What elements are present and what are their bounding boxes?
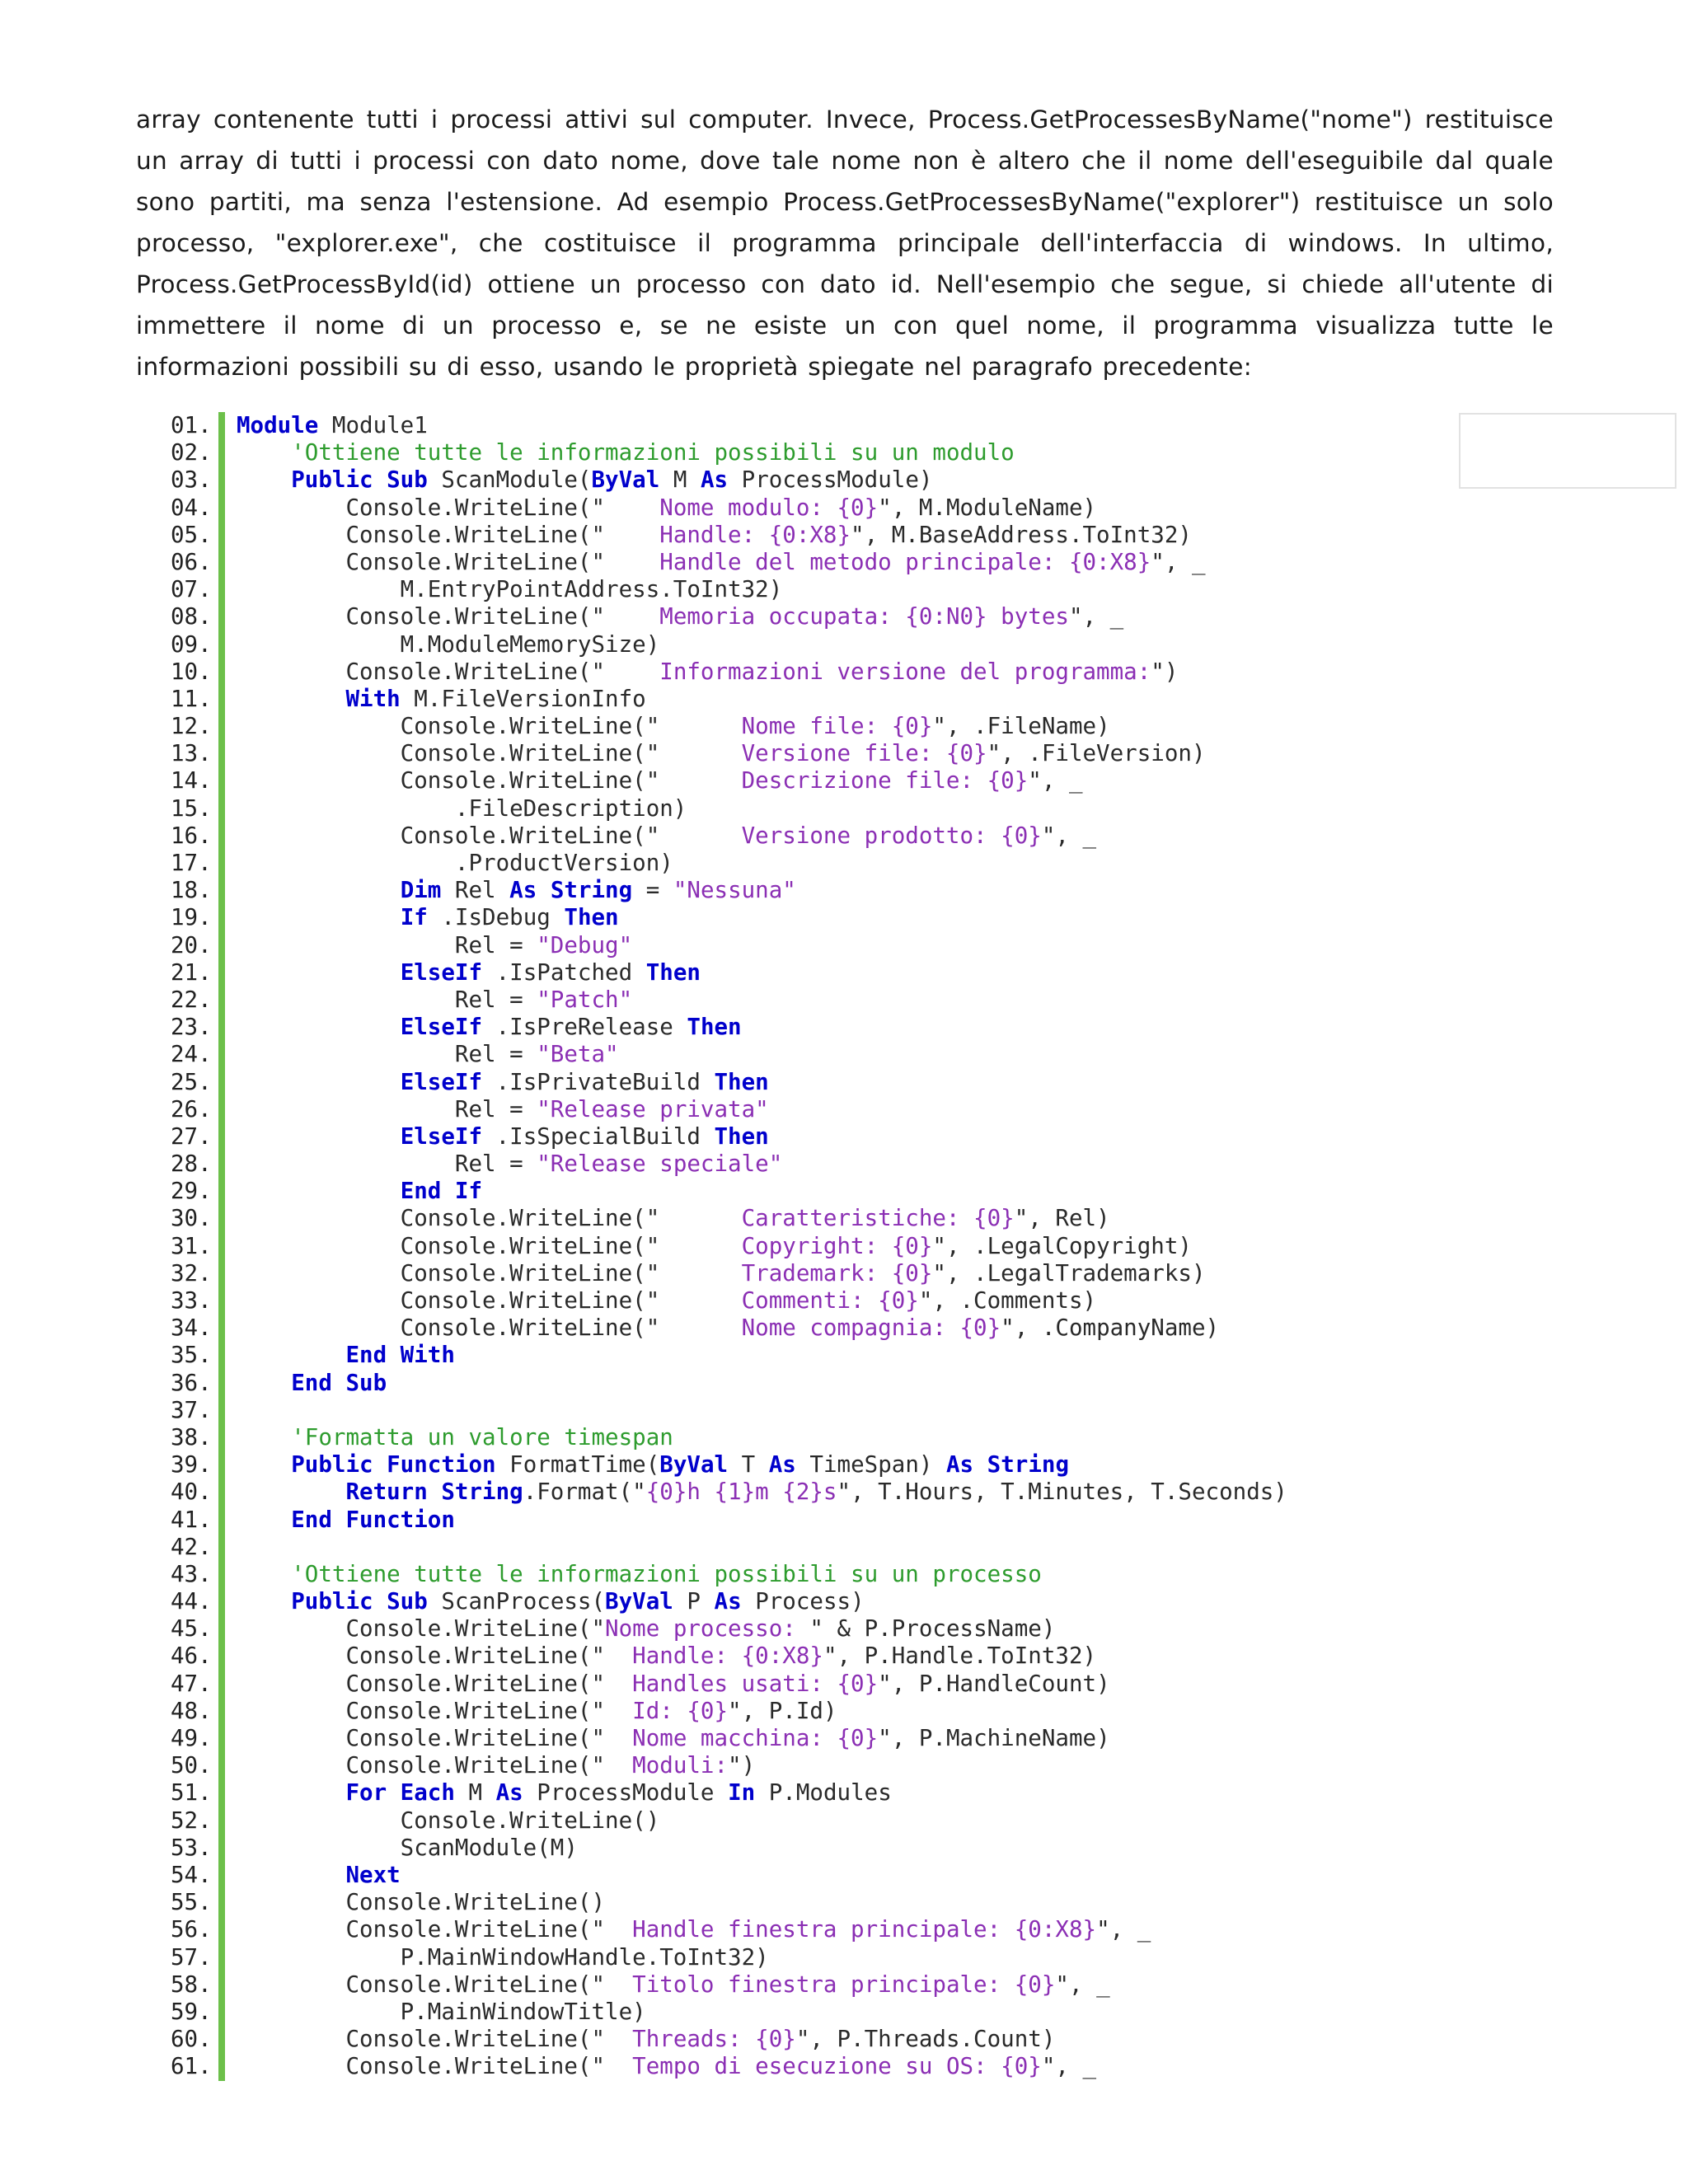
line-number: 12. bbox=[171, 713, 212, 740]
code-string: Titolo finestra principale: {0} bbox=[605, 1971, 1056, 1998]
code-keyword: Dim bbox=[400, 877, 442, 904]
code-string: Id: {0} bbox=[605, 1697, 729, 1724]
code-keyword: With bbox=[345, 685, 401, 712]
line-number: 33. bbox=[171, 1287, 212, 1314]
line-number: 51. bbox=[171, 1779, 212, 1807]
code-keyword: ElseIf bbox=[400, 1122, 483, 1150]
code-text bbox=[237, 877, 796, 904]
code-keyword: As bbox=[495, 1779, 523, 1807]
code-token: Console.WriteLine() bbox=[237, 1889, 606, 1916]
code-keyword: As bbox=[700, 466, 729, 494]
code-token bbox=[237, 1507, 291, 1533]
line-number: 27. bbox=[171, 1122, 212, 1150]
line-number: 58. bbox=[171, 1971, 212, 1998]
intro-paragraph bbox=[136, 99, 1554, 387]
code-token: ", .FileVersion) bbox=[987, 740, 1206, 767]
line-number: 59. bbox=[171, 1998, 212, 2025]
code-string: Caratteristiche: {0} bbox=[659, 1205, 1015, 1232]
line-number: 50. bbox=[171, 1752, 212, 1779]
code-text bbox=[237, 631, 659, 658]
code-text bbox=[237, 1205, 1110, 1232]
code-token: P.MainWindowTitle) bbox=[237, 1998, 646, 2025]
code-text bbox=[237, 1233, 1192, 1260]
code-text bbox=[237, 1944, 769, 1971]
line-number: 49. bbox=[171, 1725, 212, 1751]
code-text bbox=[237, 2026, 1055, 2053]
code-token bbox=[237, 1561, 291, 1587]
code-keyword: In bbox=[728, 1779, 756, 1807]
code-token: .FileDescription) bbox=[237, 794, 687, 822]
code-token: ", _ bbox=[1041, 2053, 1097, 2080]
code-string: Handle finestra principale: {0:X8} bbox=[605, 1916, 1097, 1943]
line-number: 46. bbox=[171, 1643, 212, 1670]
code-token: Console.WriteLine(" bbox=[237, 658, 606, 685]
code-keyword: Next bbox=[345, 1861, 401, 1888]
code-text bbox=[237, 1671, 1110, 1698]
code-text bbox=[237, 1041, 619, 1068]
line-number: 04. bbox=[171, 494, 212, 521]
code-token: Console.WriteLine(" bbox=[237, 1287, 660, 1314]
code-token bbox=[237, 959, 401, 986]
code-token: P.Modules bbox=[755, 1779, 892, 1807]
code-string: Trademark: {0} bbox=[659, 1259, 933, 1286]
code-keyword: Then bbox=[714, 1122, 769, 1150]
code-token: P bbox=[673, 1588, 715, 1615]
code-text bbox=[237, 686, 646, 713]
line-number: 03. bbox=[171, 466, 212, 494]
code-text bbox=[237, 1561, 1042, 1588]
line-number: 61. bbox=[171, 2053, 212, 2080]
line-number: 37. bbox=[171, 1396, 212, 1423]
line-number: 01. bbox=[171, 412, 212, 438]
code-comment: 'Ottiene tutte le informazioni possibili su un processo bbox=[291, 1560, 1042, 1587]
code-token: Console.WriteLine(" bbox=[237, 1259, 660, 1286]
code-string: "Beta" bbox=[537, 1041, 619, 1068]
line-number: 56. bbox=[171, 1916, 212, 1943]
code-keyword: As bbox=[768, 1451, 796, 1479]
code-text bbox=[237, 740, 1206, 767]
code-keyword: If bbox=[400, 904, 428, 931]
line-number: 57. bbox=[171, 1943, 212, 1971]
code-string: Handle del metodo principale: {0:X8} bbox=[605, 548, 1151, 575]
code-token: Console.WriteLine(" bbox=[237, 548, 606, 575]
code-text bbox=[237, 1807, 659, 1835]
code-token: ", .LegalTrademarks) bbox=[932, 1259, 1206, 1286]
code-keyword: Then bbox=[645, 958, 701, 986]
code-string: Moduli: bbox=[605, 1752, 729, 1779]
code-string: Versione prodotto: {0} bbox=[659, 822, 1042, 849]
code-string: Versione file: {0} bbox=[659, 740, 987, 767]
code-token: ", _ bbox=[1096, 1916, 1151, 1943]
code-token: ") bbox=[1151, 658, 1179, 685]
line-number: 45. bbox=[171, 1615, 212, 1643]
code-text bbox=[237, 549, 1206, 576]
code-token: ", P.Id) bbox=[728, 1697, 837, 1724]
code-toolbar-box bbox=[1459, 413, 1676, 489]
code-token: ", P.MachineName) bbox=[878, 1725, 1110, 1751]
line-number: 26. bbox=[171, 1095, 212, 1122]
code-text bbox=[237, 1069, 769, 1096]
line-number: 25. bbox=[171, 1068, 212, 1095]
code-text bbox=[237, 1862, 401, 1889]
code-token: .IsDebug bbox=[427, 904, 565, 931]
code-text bbox=[237, 439, 1015, 466]
code-token: Console.WriteLine(" bbox=[237, 1315, 660, 1342]
code-token: Console.WriteLine(" bbox=[237, 2053, 606, 2080]
code-token: ", P.Handle.ToInt32) bbox=[823, 1643, 1097, 1670]
code-token: M bbox=[454, 1779, 496, 1807]
line-number: 19. bbox=[171, 904, 212, 931]
code-text bbox=[237, 767, 1083, 794]
code-string: Threads: {0} bbox=[605, 2026, 796, 2053]
code-text bbox=[237, 1451, 1069, 1479]
code-text bbox=[237, 576, 782, 603]
line-number: 16. bbox=[171, 822, 212, 849]
code-token: Console.WriteLine(" bbox=[237, 740, 660, 767]
code-token bbox=[237, 1069, 401, 1095]
line-number: 52. bbox=[171, 1807, 212, 1834]
code-token: .IsSpecialBuild bbox=[482, 1122, 715, 1150]
line-number: 47. bbox=[171, 1670, 212, 1697]
code-token bbox=[237, 686, 345, 712]
code-token: Console.WriteLine(" bbox=[237, 1205, 660, 1232]
code-token: Console.WriteLine(" bbox=[237, 1697, 606, 1724]
code-token: M.ModuleMemorySize) bbox=[237, 630, 660, 658]
code-text bbox=[237, 1178, 482, 1205]
code-keyword: ByVal bbox=[659, 1451, 729, 1479]
code-token: ") bbox=[728, 1752, 756, 1779]
code-token bbox=[237, 1123, 401, 1150]
code-keyword: Public Function bbox=[291, 1451, 496, 1479]
code-text bbox=[237, 795, 687, 823]
code-token: ", _ bbox=[1055, 1971, 1110, 1998]
code-string: "Nessuna" bbox=[673, 877, 796, 904]
line-number: 53. bbox=[171, 1834, 212, 1861]
line-number: 11. bbox=[171, 685, 212, 712]
code-text bbox=[237, 1835, 578, 1862]
code-token: Console.WriteLine(" bbox=[237, 494, 606, 521]
code-token: ", _ bbox=[1041, 822, 1097, 849]
code-text bbox=[237, 1014, 742, 1041]
code-text bbox=[237, 1260, 1206, 1287]
code-text bbox=[237, 1096, 769, 1123]
code-token: ", _ bbox=[1028, 767, 1083, 794]
code-string: Tempo di esecuzione su OS: {0} bbox=[605, 2053, 1042, 2080]
code-token bbox=[237, 466, 291, 493]
code-string: "Patch" bbox=[537, 986, 633, 1013]
code-token: ", P.HandleCount) bbox=[878, 1670, 1110, 1697]
line-number: 22. bbox=[171, 986, 212, 1013]
code-string: Descrizione file: {0} bbox=[659, 767, 1029, 794]
code-text bbox=[237, 1999, 646, 2026]
line-number: 31. bbox=[171, 1232, 212, 1259]
code-keyword: Module bbox=[237, 412, 319, 438]
code-token: .Format(" bbox=[523, 1479, 646, 1506]
code-text bbox=[237, 959, 701, 987]
code-text bbox=[237, 1342, 455, 1369]
code-token: FormatTime( bbox=[495, 1451, 660, 1479]
code-keyword: End With bbox=[345, 1342, 455, 1369]
code-string: Handle: {0:X8} bbox=[605, 1643, 823, 1670]
line-number: 55. bbox=[171, 1889, 212, 1916]
code-token: Console.WriteLine(" bbox=[237, 1670, 606, 1697]
code-token: Console.WriteLine(" bbox=[237, 1971, 606, 1998]
code-token: T bbox=[728, 1451, 769, 1479]
code-token: TimeSpan) bbox=[795, 1451, 946, 1479]
code-token: .IsPrivateBuild bbox=[482, 1068, 715, 1095]
code-token bbox=[237, 1862, 345, 1888]
code-string: Informazioni versione del programma: bbox=[605, 658, 1151, 685]
code-token bbox=[237, 1342, 345, 1368]
code-token: ", T.Hours, T.Minutes, T.Seconds) bbox=[837, 1479, 1287, 1506]
code-string: Commenti: {0} bbox=[659, 1287, 919, 1314]
code-token: ScanModule( bbox=[427, 466, 592, 494]
line-number: 21. bbox=[171, 958, 212, 986]
line-number: 42. bbox=[171, 1533, 212, 1560]
code-text bbox=[237, 1971, 1110, 1999]
code-token: M.FileVersionInfo bbox=[400, 685, 646, 712]
code-text bbox=[237, 1752, 755, 1779]
code-token: ", .Comments) bbox=[918, 1287, 1097, 1314]
code-token: .IsPreRelease bbox=[482, 1014, 687, 1041]
code-token: Console.WriteLine() bbox=[237, 1807, 660, 1834]
code-text bbox=[237, 1287, 1096, 1315]
line-number: 05. bbox=[171, 521, 212, 548]
code-keyword: ElseIf bbox=[400, 958, 483, 986]
code-text bbox=[237, 987, 632, 1014]
code-keyword: As String bbox=[946, 1451, 1070, 1479]
code-keyword: ByVal bbox=[605, 1588, 673, 1615]
line-number: 35. bbox=[171, 1342, 212, 1369]
code-token bbox=[237, 1424, 291, 1451]
code-text bbox=[237, 1479, 1287, 1506]
line-number: 39. bbox=[171, 1451, 212, 1479]
code-text bbox=[237, 1643, 1096, 1670]
code-token bbox=[237, 1479, 345, 1505]
code-text bbox=[237, 658, 1178, 686]
code-text bbox=[237, 1370, 387, 1397]
code-token: = bbox=[632, 877, 673, 904]
code-token: ScanProcess( bbox=[427, 1588, 606, 1615]
code-token: Rel = bbox=[237, 1095, 537, 1122]
code-keyword: As bbox=[714, 1588, 742, 1615]
code-token: Console.WriteLine(" bbox=[237, 1615, 606, 1643]
line-number: 24. bbox=[171, 1041, 212, 1068]
code-keyword: End Sub bbox=[291, 1369, 387, 1396]
code-text bbox=[237, 2053, 1096, 2080]
code-string: "Release speciale" bbox=[537, 1151, 783, 1178]
line-number: 28. bbox=[171, 1151, 212, 1178]
line-number: 54. bbox=[171, 1861, 212, 1888]
code-token: ", .LegalCopyright) bbox=[932, 1232, 1192, 1259]
code-token: ", M.BaseAddress.ToInt32) bbox=[851, 521, 1192, 548]
code-text bbox=[237, 1916, 1151, 1943]
line-number: 15. bbox=[171, 794, 212, 822]
code-token: Console.WriteLine(" bbox=[237, 603, 606, 630]
line-number: 32. bbox=[171, 1259, 212, 1286]
code-token: Rel = bbox=[237, 986, 537, 1013]
code-token: ", _ bbox=[1068, 603, 1124, 630]
code-string: Memoria occupata: {0:N0} bytes bbox=[605, 603, 1069, 630]
code-text bbox=[237, 932, 632, 959]
code-token: Console.WriteLine(" bbox=[237, 1725, 606, 1751]
code-token: Console.WriteLine(" bbox=[237, 713, 660, 740]
line-number: 18. bbox=[171, 877, 212, 904]
code-token: ", _ bbox=[1151, 548, 1206, 575]
code-token: M bbox=[659, 466, 701, 494]
code-token bbox=[237, 1370, 291, 1396]
code-text bbox=[237, 522, 1192, 549]
code-text bbox=[237, 1725, 1110, 1752]
code-string: Nome processo: bbox=[605, 1615, 810, 1643]
code-token: ", .CompanyName) bbox=[1001, 1315, 1220, 1342]
code-token: Rel = bbox=[237, 1041, 537, 1068]
code-token bbox=[237, 877, 401, 903]
line-number: 09. bbox=[171, 630, 212, 658]
line-number: 14. bbox=[171, 767, 212, 794]
code-token: Console.WriteLine(" bbox=[237, 1643, 606, 1670]
line-number: 41. bbox=[171, 1506, 212, 1533]
code-token: Console.WriteLine(" bbox=[237, 2026, 606, 2053]
code-token: Rel bbox=[441, 877, 510, 904]
code-token: ScanModule(M) bbox=[237, 1834, 578, 1861]
code-token: .ProductVersion) bbox=[237, 850, 673, 876]
code-token: Console.WriteLine(" bbox=[237, 1916, 606, 1943]
code-token bbox=[237, 904, 401, 930]
code-token: P.MainWindowHandle.ToInt32) bbox=[237, 1943, 769, 1971]
code-string: "Debug" bbox=[537, 931, 633, 958]
line-number: 23. bbox=[171, 1014, 212, 1041]
code-text bbox=[237, 412, 428, 439]
code-text bbox=[237, 904, 619, 931]
code-text bbox=[237, 823, 1096, 850]
code-keyword: ElseIf bbox=[400, 1068, 483, 1095]
line-number: 40. bbox=[171, 1479, 212, 1506]
line-number: 10. bbox=[171, 658, 212, 685]
code-string: {0}h {1}m {2}s bbox=[645, 1479, 837, 1506]
code-text bbox=[237, 1424, 673, 1451]
code-keyword: Public Sub bbox=[291, 466, 428, 494]
code-string: Copyright: {0} bbox=[659, 1232, 933, 1259]
code-token: Console.WriteLine(" bbox=[237, 1752, 606, 1779]
code-text bbox=[237, 1588, 865, 1615]
line-number: 08. bbox=[171, 603, 212, 630]
code-keyword: Then bbox=[714, 1068, 769, 1095]
code-text bbox=[237, 494, 1096, 522]
code-token bbox=[237, 1588, 291, 1615]
line-number: 43. bbox=[171, 1560, 212, 1587]
code-token bbox=[237, 1014, 401, 1040]
code-text bbox=[237, 850, 673, 877]
line-number: 34. bbox=[171, 1315, 212, 1342]
code-text bbox=[237, 1779, 892, 1807]
code-text bbox=[237, 1889, 605, 1916]
code-token: Console.WriteLine(" bbox=[237, 767, 660, 794]
code-string: Handle: {0:X8} bbox=[605, 521, 851, 548]
code-keyword: Then bbox=[687, 1014, 742, 1041]
code-keyword: Return String bbox=[345, 1479, 523, 1506]
code-text bbox=[237, 1698, 837, 1725]
code-keyword: As String bbox=[509, 877, 633, 904]
code-token bbox=[237, 439, 291, 466]
code-keyword: Then bbox=[564, 904, 619, 931]
code-comment: 'Ottiene tutte le informazioni possibili su un modulo bbox=[291, 439, 1015, 466]
line-number: 38. bbox=[171, 1423, 212, 1451]
intro-text: array contenente tutti i processi attivi sul computer. Invece, Process.GetProcessesByName("nome") restituisce un array di tutti i processi con dato nome, dove tale nome non è altero che il nome dell'eseguibile dal quale sono partiti, ma senza l'estensione. Ad esempio Process.GetProcessesByName("explorer") restituisce un solo processo, "explorer.exe", che costituisce il programma principale dell'interfaccia di windows. In ultimo, Process.GetProcessById(id) ottiene un processo con dato id. Nell'esempio che segue, si chiede all'utente di immettere il nome di un processo e, se ne esiste un con quel nome, il programma visualizza tutte le informazioni possibili su di esso, usando le proprietà spiegate nel paragrafo precedente: bbox=[136, 105, 1554, 381]
code-token: ", M.ModuleName) bbox=[878, 494, 1097, 521]
code-string: "Release privata" bbox=[537, 1095, 769, 1122]
code-text bbox=[237, 1315, 1219, 1342]
code-token: Rel = bbox=[237, 931, 537, 958]
code-keyword: Public Sub bbox=[291, 1588, 428, 1615]
code-string: Nome compagnia: {0} bbox=[659, 1315, 1001, 1342]
code-text bbox=[237, 1507, 455, 1534]
code-keyword: End Function bbox=[291, 1506, 455, 1533]
code-text bbox=[237, 603, 1123, 630]
code-keyword: For Each bbox=[345, 1779, 455, 1807]
code-keyword: End If bbox=[400, 1178, 483, 1205]
code-token bbox=[237, 1178, 401, 1204]
code-token: ", .FileName) bbox=[932, 713, 1110, 740]
line-number: 60. bbox=[171, 2026, 212, 2053]
line-number: 13. bbox=[171, 740, 212, 767]
line-number: 06. bbox=[171, 548, 212, 575]
code-token: Console.WriteLine(" bbox=[237, 822, 660, 849]
code-text bbox=[237, 1615, 1055, 1643]
code-text bbox=[237, 1123, 769, 1151]
code-token: Rel = bbox=[237, 1151, 537, 1178]
line-number: 20. bbox=[171, 931, 212, 958]
line-number: 44. bbox=[171, 1588, 212, 1615]
line-number: 36. bbox=[171, 1369, 212, 1396]
code-token bbox=[237, 1779, 345, 1806]
code-token: .IsPatched bbox=[482, 958, 646, 986]
line-number: 07. bbox=[171, 576, 212, 603]
line-number: 02. bbox=[171, 439, 212, 466]
code-token: ProcessModule) bbox=[728, 466, 933, 494]
line-number: 30. bbox=[171, 1205, 212, 1232]
code-token bbox=[237, 1451, 291, 1478]
code-comment: 'Formatta un valore timespan bbox=[291, 1423, 673, 1451]
code-string: Nome file: {0} bbox=[659, 713, 933, 740]
code-token: " & P.ProcessName) bbox=[809, 1615, 1056, 1643]
code-text bbox=[237, 713, 1110, 740]
code-token: Console.WriteLine(" bbox=[237, 1232, 660, 1259]
code-keyword: ByVal bbox=[591, 466, 660, 494]
line-number: 17. bbox=[171, 850, 212, 876]
line-number: 48. bbox=[171, 1697, 212, 1724]
code-token: M.EntryPointAddress.ToInt32) bbox=[237, 576, 783, 603]
code-string: Handles usati: {0} bbox=[605, 1670, 879, 1697]
code-token: ", Rel) bbox=[1014, 1205, 1110, 1232]
code-token: Console.WriteLine(" bbox=[237, 521, 606, 548]
code-token: Process) bbox=[741, 1588, 865, 1615]
code-token: Module1 bbox=[318, 412, 428, 438]
line-number: 29. bbox=[171, 1178, 212, 1205]
code-text bbox=[237, 1151, 782, 1178]
code-token: ", P.Threads.Count) bbox=[795, 2026, 1056, 2053]
code-keyword: ElseIf bbox=[400, 1014, 483, 1041]
code-token: ProcessModule bbox=[523, 1779, 729, 1807]
code-string: Nome modulo: {0} bbox=[605, 494, 879, 521]
code-text bbox=[237, 466, 932, 494]
code-string: Nome macchina: {0} bbox=[605, 1725, 879, 1751]
